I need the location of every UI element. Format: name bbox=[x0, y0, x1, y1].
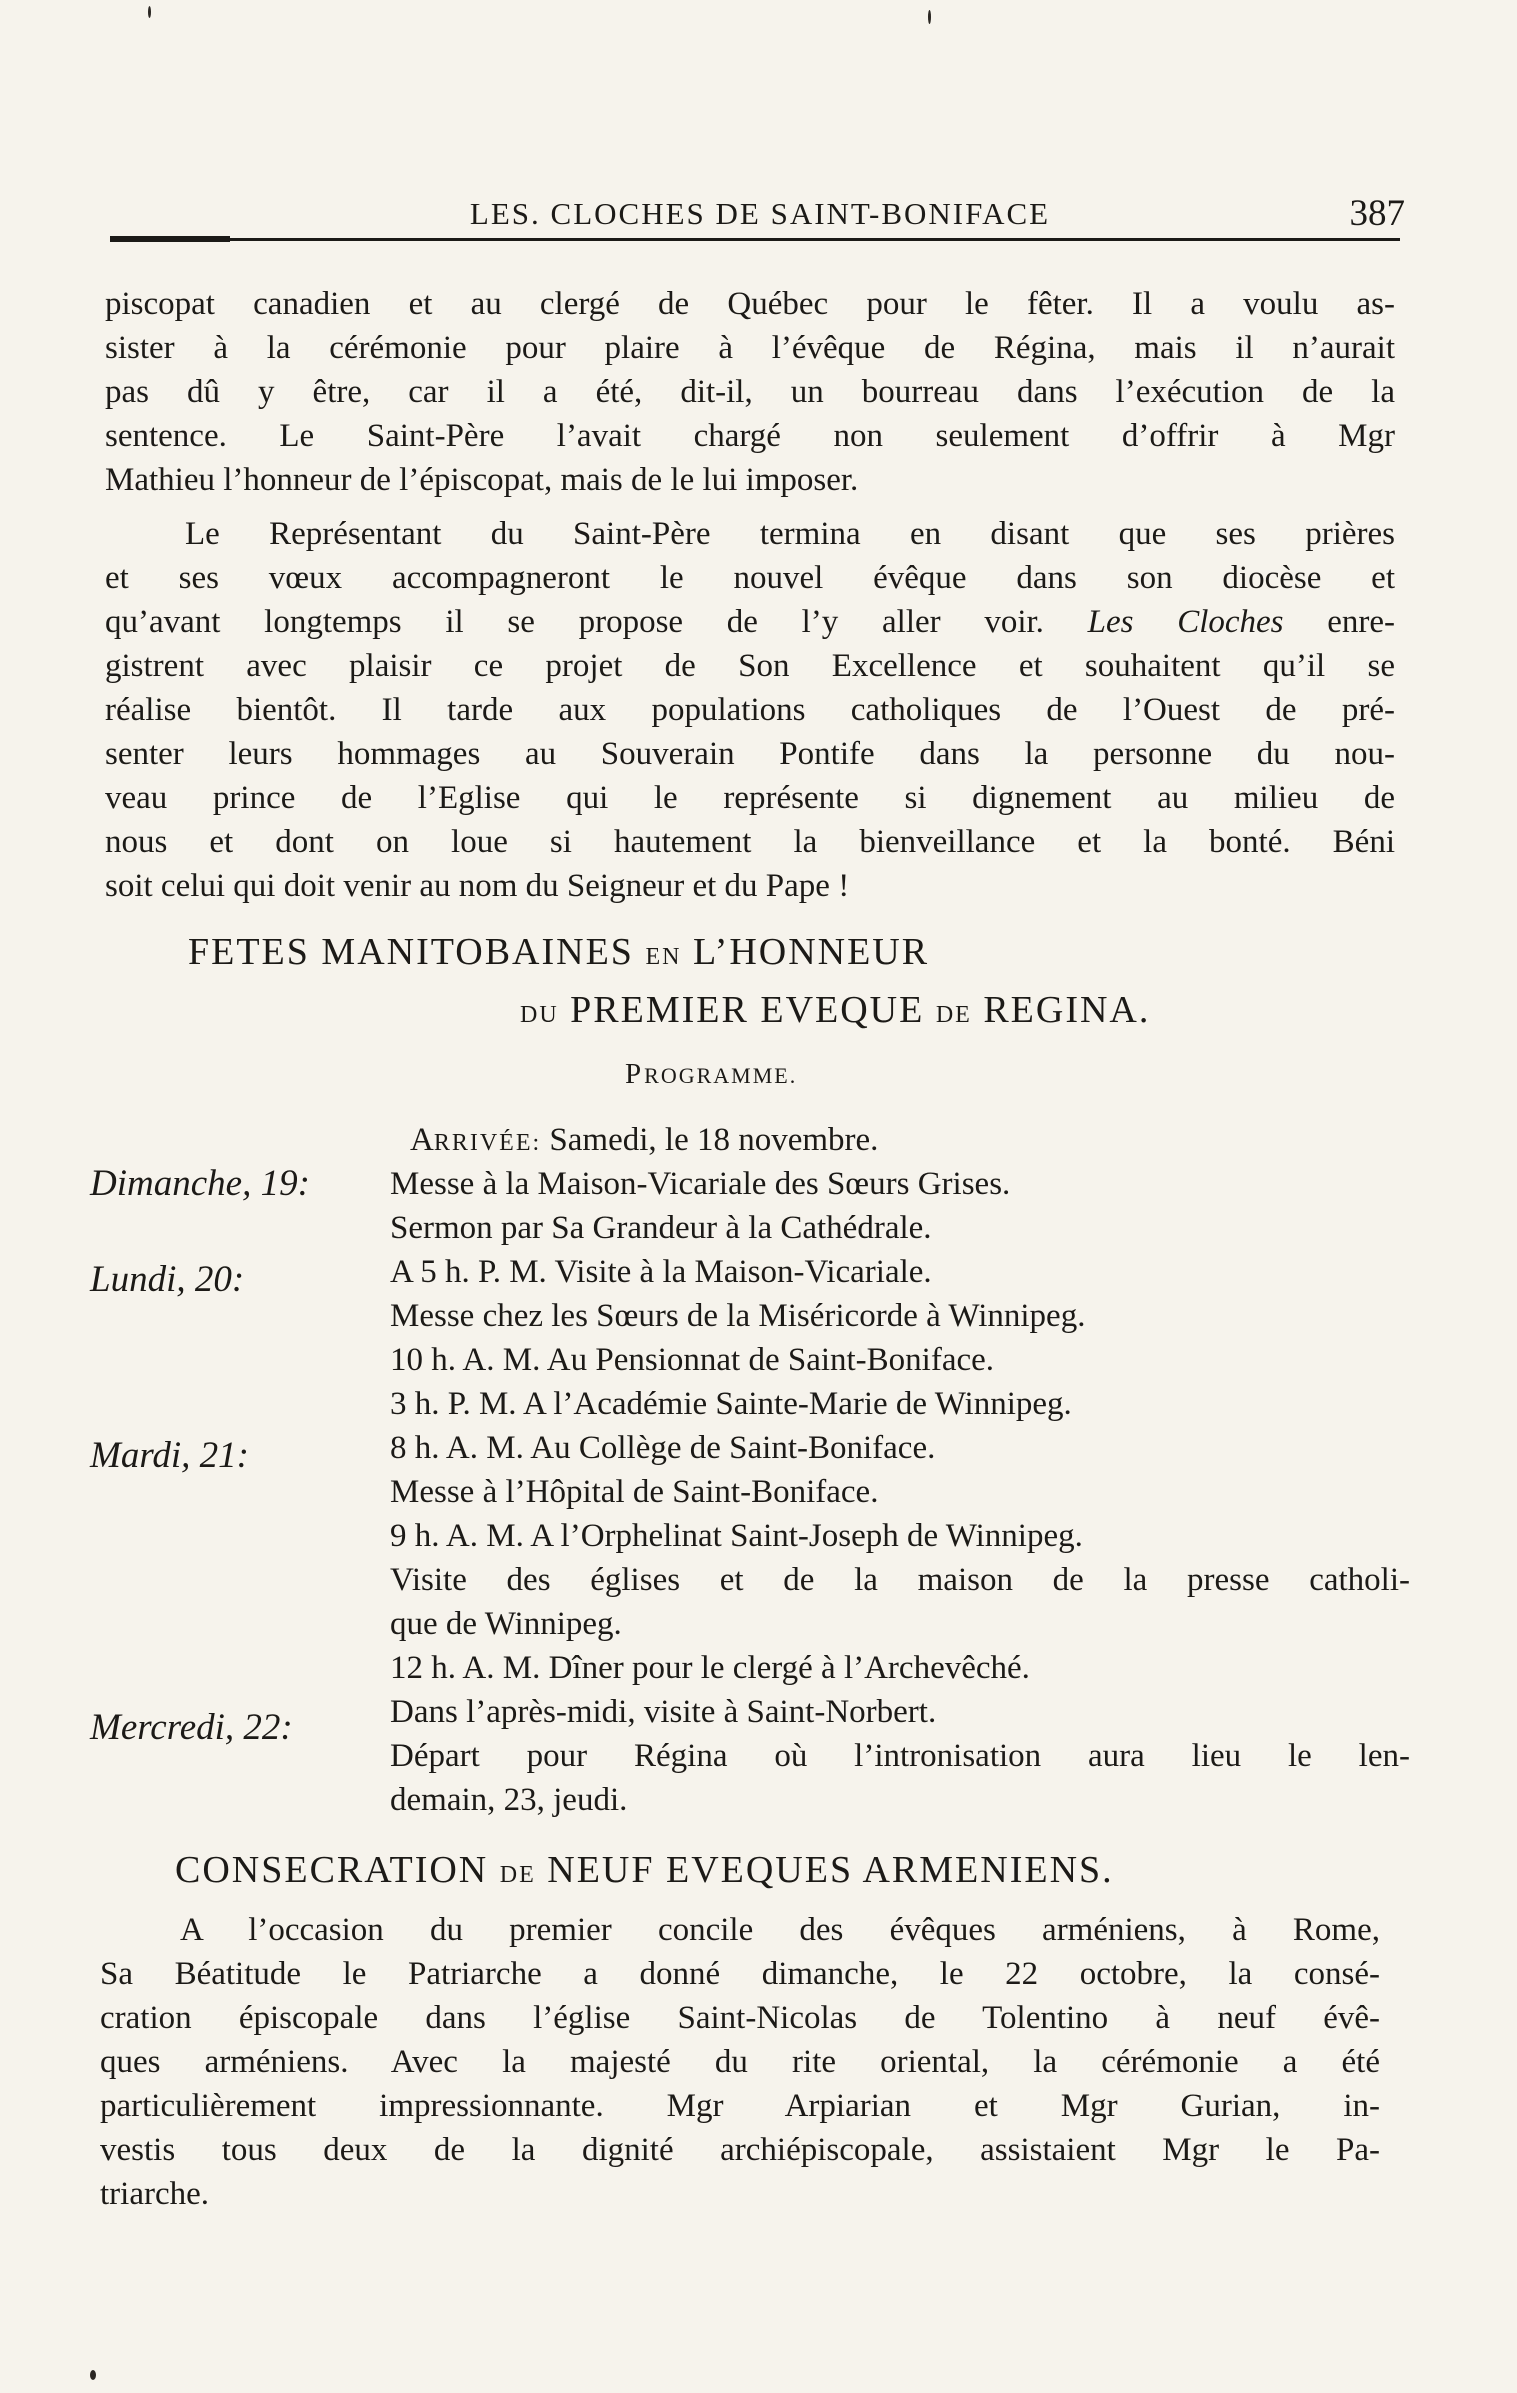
schedule-entry: 3 h. P. M. A l’Académie Sainte-Marie de Winnipeg. bbox=[390, 1386, 1072, 1422]
arrivee-rest: RRIVÉE: bbox=[433, 1130, 542, 1156]
text-line: triarche. bbox=[100, 2176, 210, 2212]
schedule-entry: demain, 23, jeudi. bbox=[390, 1782, 628, 1818]
schedule-row bbox=[90, 1602, 1410, 1646]
title-segment: NEUF EVEQUES ARMENIENS. bbox=[547, 1849, 1114, 1891]
day-label-dimanche: Dimanche, 19: bbox=[90, 1163, 310, 1204]
schedule-arrivee bbox=[410, 1118, 1410, 1165]
text-line: nous et dont on loue si hautement la bienveillance et la bonté. Béni bbox=[105, 824, 1395, 860]
title-small-caps: DU bbox=[520, 1002, 559, 1028]
arrivee-text: Samedi, le 18 novembre. bbox=[549, 1122, 879, 1158]
title-segment: CONSECRATION bbox=[175, 1849, 489, 1891]
text-line: veau prince de l’Eglise qui le représente si dignement au milieu de bbox=[105, 780, 1395, 816]
schedule-row bbox=[90, 1338, 1410, 1382]
text-line: senter leurs hommages au Souverain Pontife dans la personne du nou- bbox=[105, 736, 1395, 772]
schedule-row bbox=[90, 1162, 1410, 1206]
title-small-caps: DE bbox=[499, 1862, 536, 1888]
schedule-entry: 8 h. A. M. Au Collège de Saint-Boniface. bbox=[390, 1430, 936, 1466]
programme-schedule bbox=[90, 1118, 1410, 1822]
programme-initial: P bbox=[625, 1058, 645, 1090]
text-line-italic bbox=[105, 600, 1395, 644]
schedule-entry: Messe chez les Sœurs de la Miséricorde à Winnipeg. bbox=[390, 1298, 1086, 1334]
page-header bbox=[115, 193, 1405, 236]
text-line: sentence. Le Saint-Père l’avait chargé non seulement d’offrir à Mgr bbox=[105, 418, 1395, 454]
paragraph-continuation bbox=[105, 282, 1395, 502]
text-line: A l’occasion du premier concile des évêques arméniens, à Rome, bbox=[180, 1912, 1380, 1948]
text-segment: enre- bbox=[1327, 604, 1396, 640]
schedule-entry: Messe à l’Hôpital de Saint-Boniface. bbox=[390, 1474, 879, 1510]
schedule-row bbox=[90, 1118, 1410, 1162]
schedule-row bbox=[90, 1294, 1410, 1338]
text-line: piscopat canadien et au clergé de Québec pour le fêter. Il a voulu as- bbox=[105, 286, 1395, 322]
text-line: pas dû y être, car il a été, dit-il, un bourreau dans l’exécution de la bbox=[105, 374, 1395, 410]
day-label-mercredi: Mercredi, 22: bbox=[90, 1707, 293, 1748]
schedule-entry: Sermon par Sa Grandeur à la Cathédrale. bbox=[390, 1210, 932, 1246]
scan-speck bbox=[928, 10, 931, 24]
title-small-caps: EN bbox=[645, 944, 682, 970]
paragraph-representant bbox=[105, 512, 1395, 908]
italic-journal-name: Les Cloches bbox=[1087, 604, 1284, 640]
text-line: réalise bientôt. Il tarde aux populations catholiques de l’Ouest de pré- bbox=[105, 692, 1395, 728]
scan-speck bbox=[90, 2370, 96, 2380]
day-label-lundi: Lundi, 20: bbox=[90, 1259, 245, 1300]
programme-rest: ROGRAMME. bbox=[644, 1063, 798, 1088]
schedule-row bbox=[90, 1514, 1410, 1558]
schedule-entry: Départ pour Régina où l’intronisation aura lieu le len- bbox=[390, 1738, 1410, 1774]
section-title-consecration bbox=[175, 1848, 1114, 1892]
text-line: Sa Béatitude le Patriarche a donné dimanche, le 22 octobre, la consé- bbox=[100, 1956, 1380, 1992]
section-title-fetes-line2 bbox=[520, 988, 1150, 1032]
schedule-entry: 12 h. A. M. Dîner pour le clergé à l’Archevêché. bbox=[390, 1650, 1030, 1686]
header-rule bbox=[110, 238, 1400, 241]
title-segment: FETES MANITOBAINES bbox=[188, 931, 634, 973]
page-number: 387 bbox=[1349, 193, 1405, 234]
text-line: sister à la cérémonie pour plaire à l’évêque de Régina, mais il n’aurait bbox=[105, 330, 1395, 366]
text-segment: qu’avant longtemps il se propose de l’y aller voir. bbox=[105, 604, 1044, 640]
schedule-row bbox=[90, 1206, 1410, 1250]
text-line: particulièrement impressionnante. Mgr Arpiarian et Mgr Gurian, in- bbox=[100, 2088, 1380, 2124]
text-line: Mathieu l’honneur de l’épiscopat, mais de le lui imposer. bbox=[105, 462, 859, 498]
schedule-row bbox=[90, 1690, 1410, 1748]
title-segment: PREMIER EVEQUE bbox=[570, 989, 925, 1031]
schedule-row bbox=[90, 1426, 1410, 1476]
schedule-entry: Visite des églises et de la maison de la presse catholi- bbox=[390, 1562, 1410, 1598]
title-segment: REGINA. bbox=[983, 989, 1151, 1031]
title-small-caps: DE bbox=[935, 1002, 972, 1028]
running-head: LES. CLOCHES DE SAINT-BONIFACE bbox=[469, 196, 1051, 231]
schedule-row bbox=[90, 1778, 1410, 1822]
section-title-fetes bbox=[188, 930, 929, 974]
schedule-row bbox=[90, 1382, 1410, 1426]
schedule-entry: Messe à la Maison-Vicariale des Sœurs Grises. bbox=[390, 1166, 1011, 1202]
paragraph-consecration bbox=[100, 1908, 1380, 2216]
schedule-row bbox=[90, 1470, 1410, 1514]
text-line: Le Représentant du Saint-Père termina en disant que ses prières bbox=[185, 516, 1395, 552]
schedule-entry: 10 h. A. M. Au Pensionnat de Saint-Boniface. bbox=[390, 1342, 995, 1378]
text-line: ques arméniens. Avec la majesté du rite oriental, la cérémonie a été bbox=[100, 2044, 1380, 2080]
day-label-mardi: Mardi, 21: bbox=[90, 1435, 249, 1476]
text-line: gistrent avec plaisir ce projet de Son Excellence et souhaitent qu’il se bbox=[105, 648, 1395, 684]
schedule-entry: Dans l’après-midi, visite à Saint-Norbert. bbox=[390, 1694, 937, 1730]
schedule-row bbox=[90, 1734, 1410, 1778]
schedule-entry: A 5 h. P. M. Visite à la Maison-Vicariale. bbox=[390, 1254, 932, 1290]
schedule-entry: 9 h. A. M. A l’Orphelinat Saint-Joseph de Winnipeg. bbox=[390, 1518, 1083, 1554]
text-line: et ses vœux accompagneront le nouvel évêque dans son diocèse et bbox=[105, 560, 1395, 596]
text-line: cration épiscopale dans l’église Saint-Nicolas de Tolentino à neuf évê- bbox=[100, 2000, 1380, 2036]
scan-speck bbox=[148, 6, 151, 18]
text-line: soit celui qui doit venir au nom du Seigneur et du Pape ! bbox=[105, 868, 850, 904]
schedule-row bbox=[90, 1646, 1410, 1690]
programme-heading bbox=[625, 1058, 797, 1091]
schedule-row bbox=[90, 1250, 1410, 1300]
schedule-entry: que de Winnipeg. bbox=[390, 1606, 622, 1642]
schedule-row bbox=[90, 1558, 1410, 1602]
arrivee-initial: A bbox=[410, 1122, 434, 1158]
title-segment: L’HONNEUR bbox=[692, 931, 930, 973]
text-line: vestis tous deux de la dignité archiépiscopale, assistaient Mgr le Pa- bbox=[100, 2132, 1380, 2168]
